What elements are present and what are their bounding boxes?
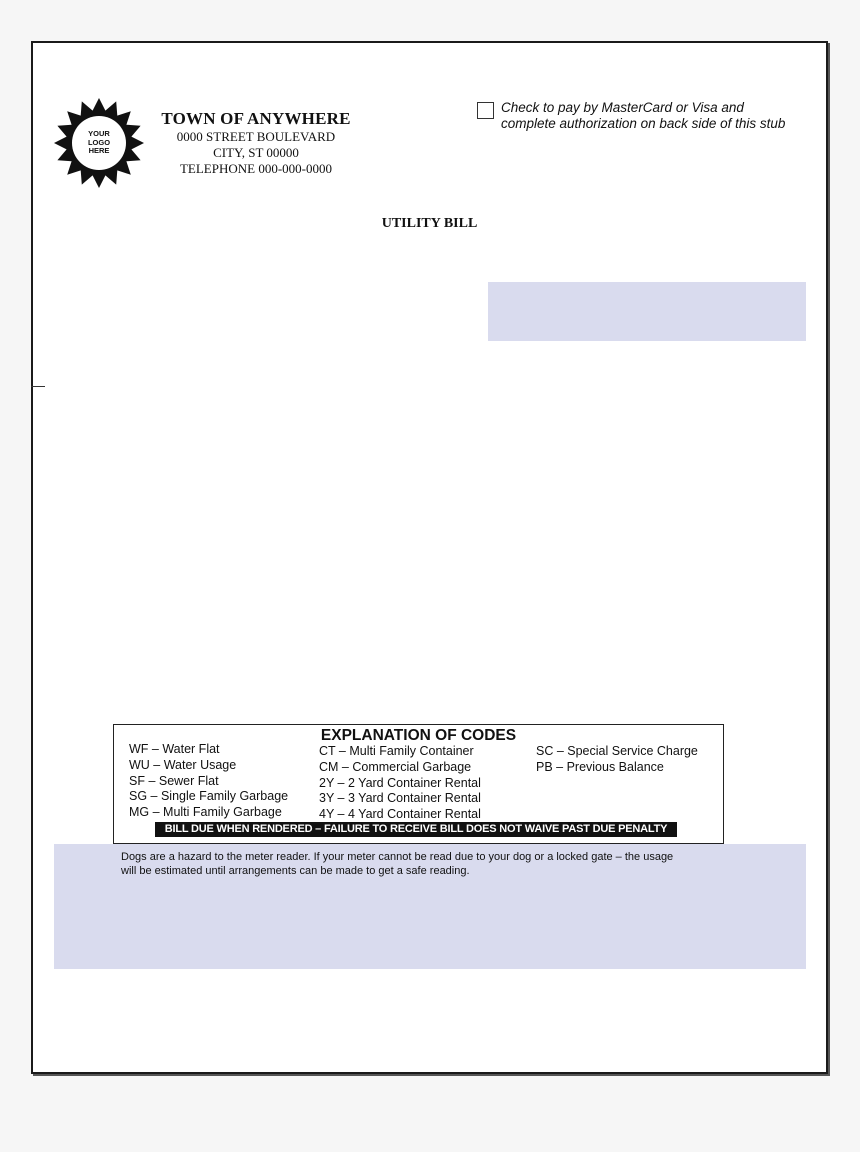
- shaded-amount-area: [488, 282, 806, 341]
- codes-column-3: [536, 744, 698, 776]
- logo-placeholder-text: [53, 97, 145, 189]
- card-payment-label: [501, 100, 785, 132]
- logo-line: YOUR: [88, 129, 110, 139]
- city-state-zip: CITY, ST 00000: [213, 145, 299, 160]
- town-name: TOWN OF ANYWHERE: [161, 109, 351, 128]
- shaded-notice-area: [54, 844, 806, 969]
- codes-column-1: [129, 742, 288, 821]
- code-item: MG – Multi Family Garbage: [129, 805, 282, 820]
- town-address-block: [151, 109, 361, 177]
- code-item: WF – Water Flat: [129, 742, 220, 756]
- code-item: WU – Water Usage: [129, 757, 237, 772]
- code-item: 4Y – 4 Yard Container Rental: [319, 807, 481, 822]
- telephone: TELEPHONE 000-000-0000: [179, 161, 332, 176]
- fold-mark: [31, 386, 45, 387]
- code-item: CT – Multi Family Container: [319, 744, 474, 758]
- code-item: 3Y – 3 Yard Container Rental: [319, 791, 481, 806]
- document-title: UTILITY BILL: [381, 216, 478, 231]
- card-payment-checkbox[interactable]: [477, 102, 494, 119]
- logo-line: LOGO: [87, 137, 111, 147]
- notice-line: will be estimated until arrangements can be made to get a safe reading.: [121, 864, 470, 877]
- code-item: CM – Commercial Garbage: [319, 759, 472, 774]
- penalty-banner: BILL DUE WHEN RENDERED – FAILURE TO RECEIVE BILL DOES NOT WAIVE PAST DUE PENALTY: [155, 822, 677, 837]
- code-item: 2Y – 2 Yard Container Rental: [319, 775, 481, 790]
- card-payment-line: Check to pay by MasterCard or Visa and: [501, 100, 744, 115]
- code-item: PB – Previous Balance: [536, 759, 664, 774]
- code-item: SC – Special Service Charge: [536, 744, 698, 758]
- notice-line: Dogs are a hazard to the meter reader. If your meter cannot be read due to your dog or a locked gate – the usage: [121, 851, 674, 863]
- codes-column-2: [319, 744, 481, 823]
- street-address: 0000 STREET BOULEVARD: [176, 129, 336, 144]
- logo-line: HERE: [88, 146, 110, 156]
- code-item: SF – Sewer Flat: [129, 773, 219, 788]
- code-item: SG – Single Family Garbage: [129, 789, 289, 804]
- bill-page: [31, 41, 828, 1074]
- explanation-of-codes-box: [113, 724, 724, 844]
- codes-heading: EXPLANATION OF CODES: [320, 727, 517, 744]
- dog-hazard-notice: [121, 851, 761, 878]
- card-payment-line: complete authorization on back side of this stub: [501, 116, 786, 131]
